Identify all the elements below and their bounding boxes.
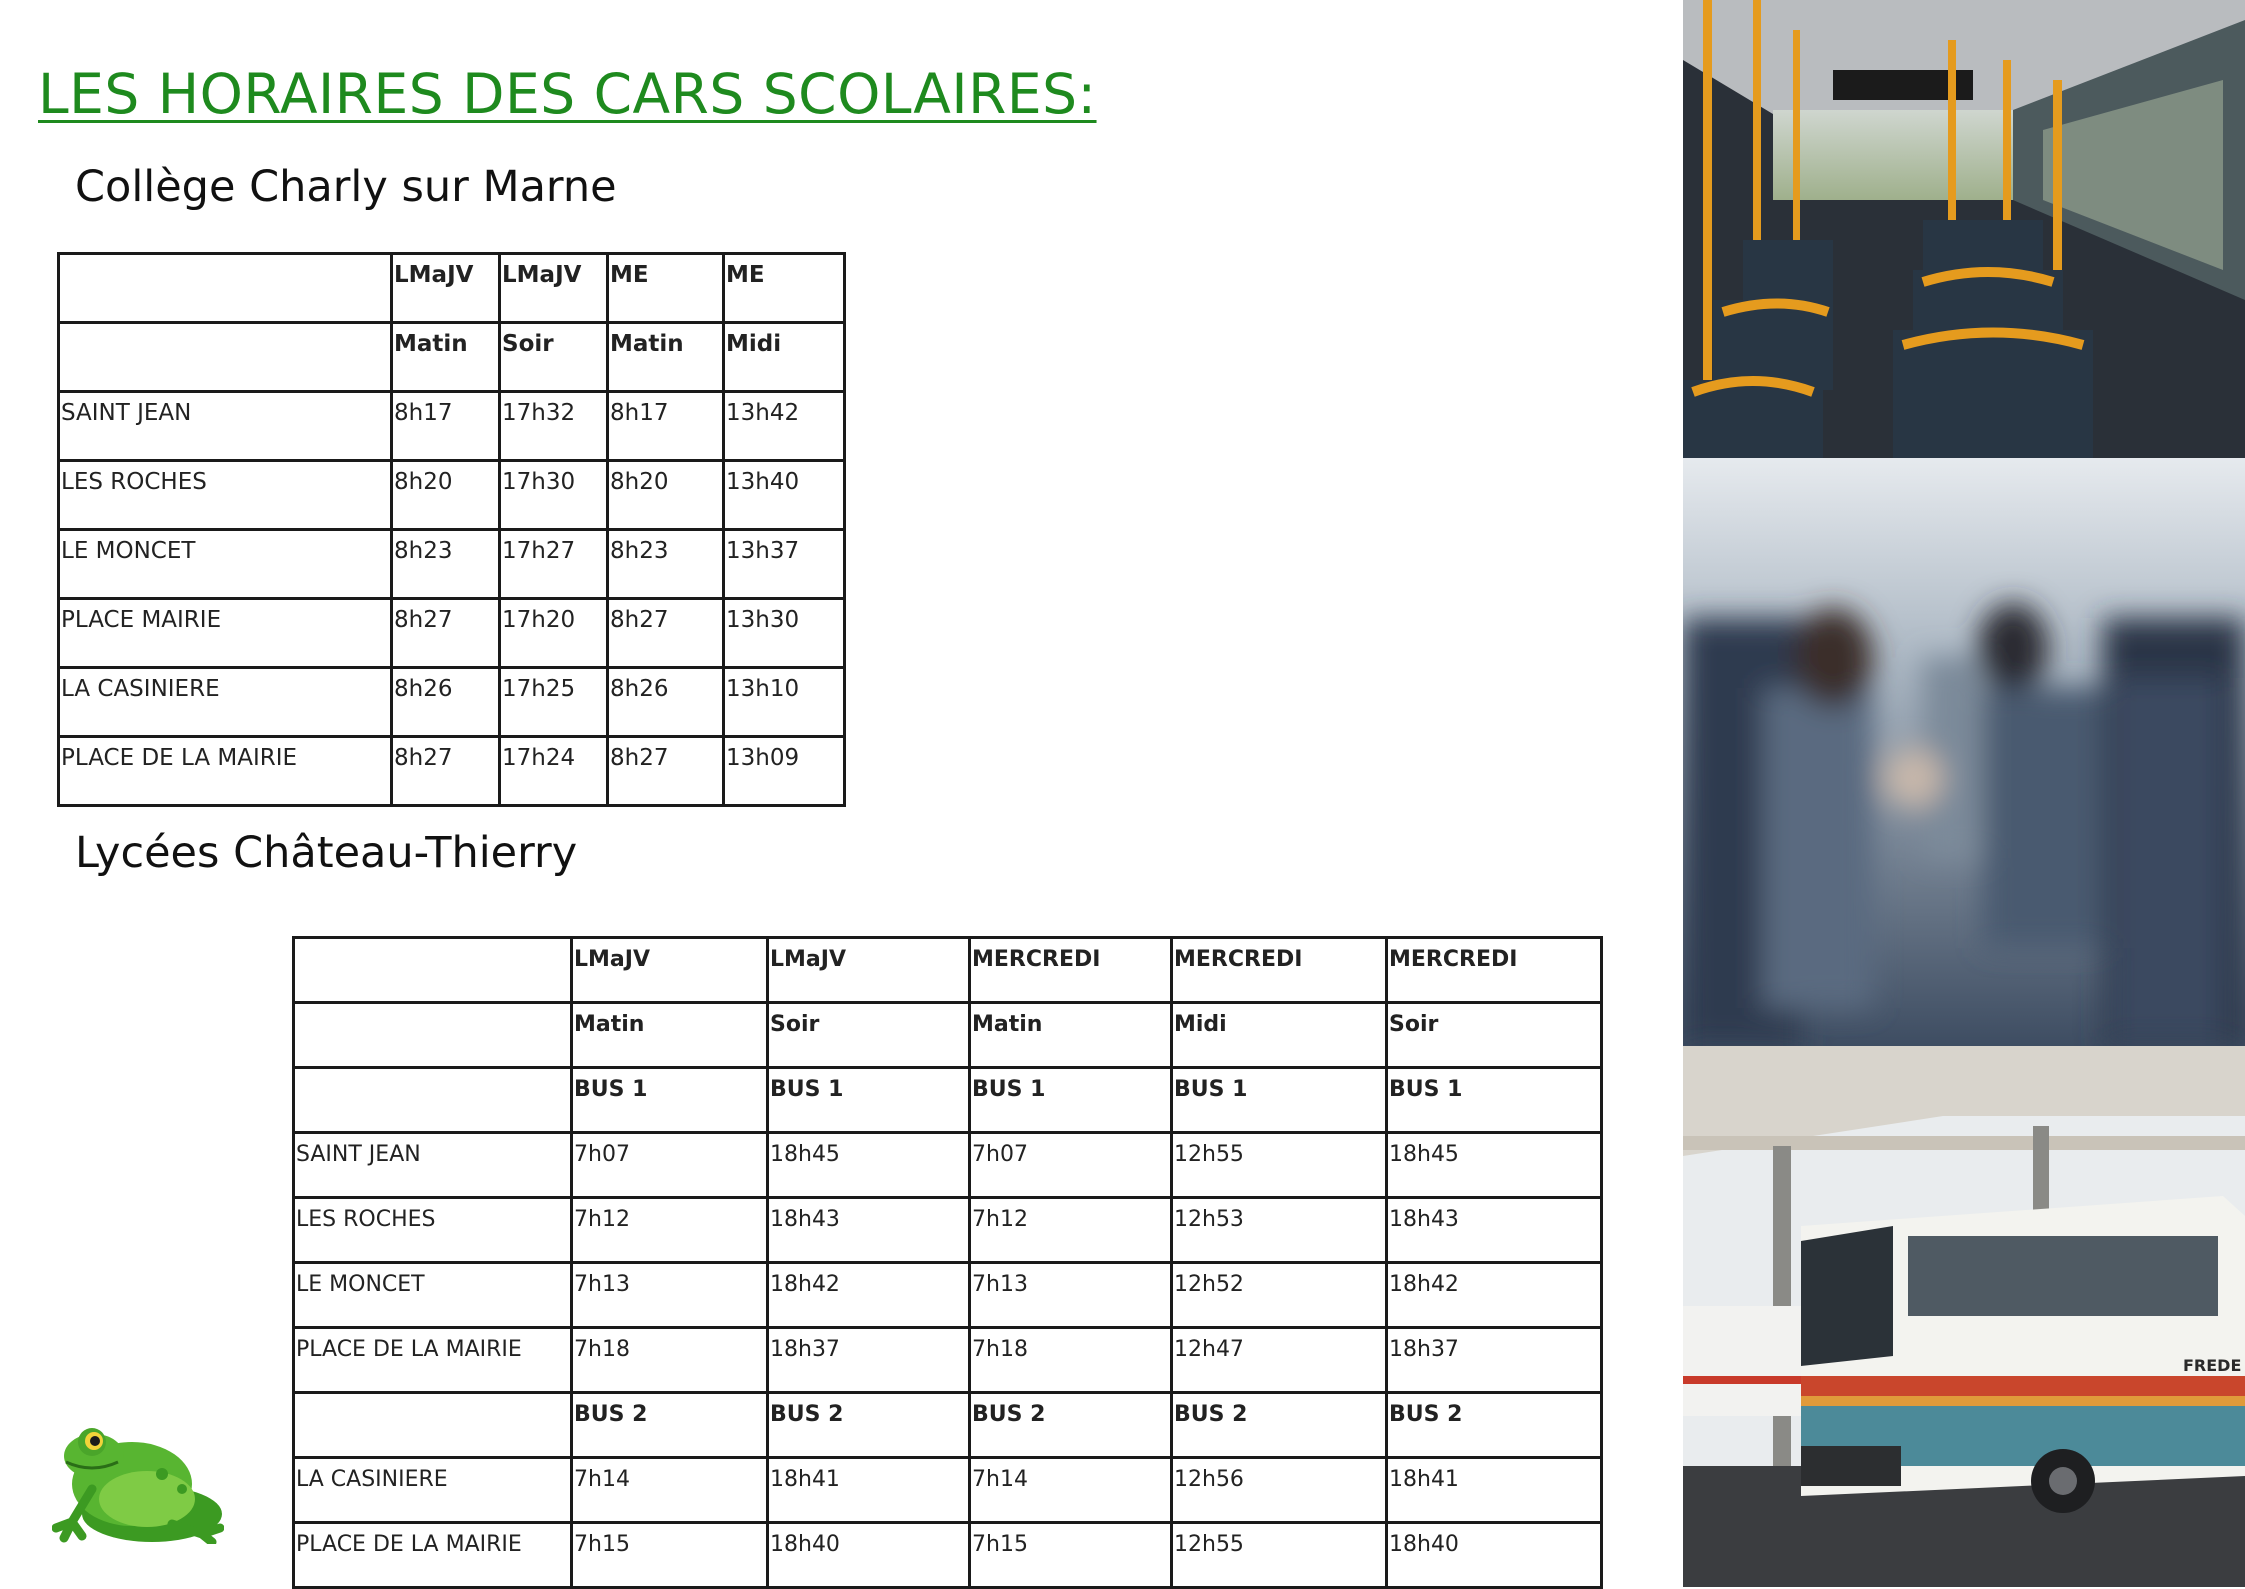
table-header-row (59, 323, 845, 392)
time-cell: 18h37 (1387, 1328, 1602, 1393)
stop-name-cell: SAINT JEAN (59, 392, 392, 461)
time-cell: 8h17 (608, 392, 724, 461)
bus-station-photo (1683, 1046, 2245, 1587)
time-cell: 18h45 (1387, 1133, 1602, 1198)
time-cell: 17h32 (500, 392, 608, 461)
time-cell: 18h40 (768, 1523, 970, 1588)
time-cell: 13h37 (724, 530, 845, 599)
time-cell: 8h27 (608, 737, 724, 806)
time-cell: 8h27 (392, 599, 500, 668)
table-cell: LMaJV (500, 254, 608, 323)
time-cell: 8h27 (608, 599, 724, 668)
time-cell: 8h27 (392, 737, 500, 806)
table-row (59, 737, 845, 806)
bus-label-cell: BUS 1 (970, 1068, 1172, 1133)
time-cell: 7h12 (572, 1198, 768, 1263)
lycee-heading: Lycées Château-Thierry (75, 828, 578, 878)
stop-name-cell: PLACE DE LA MAIRIE (294, 1523, 572, 1588)
table-cell: LMaJV (392, 254, 500, 323)
time-cell: 18h45 (768, 1133, 970, 1198)
time-cell: 17h24 (500, 737, 608, 806)
time-cell: 13h30 (724, 599, 845, 668)
stop-name-cell: PLACE MAIRIE (59, 599, 392, 668)
table-cell (294, 1068, 572, 1133)
bus-1-row (294, 1068, 1602, 1133)
bus-label-cell: BUS 2 (572, 1393, 768, 1458)
time-cell: 7h14 (572, 1458, 768, 1523)
bus-label-cell: BUS 2 (768, 1393, 970, 1458)
bus-label-cell: BUS 2 (970, 1393, 1172, 1458)
bus-label-cell: BUS 2 (1172, 1393, 1387, 1458)
stop-name-cell: SAINT JEAN (294, 1133, 572, 1198)
time-cell: 7h15 (970, 1523, 1172, 1588)
table-cell (59, 254, 392, 323)
time-cell: 18h41 (768, 1458, 970, 1523)
time-cell: 12h47 (1172, 1328, 1387, 1393)
lycee-schedule-table (292, 936, 1603, 1589)
table-cell: Matin (608, 323, 724, 392)
stop-name-cell: LES ROCHES (294, 1198, 572, 1263)
time-cell: 18h40 (1387, 1523, 1602, 1588)
time-cell: 8h26 (392, 668, 500, 737)
time-cell: 8h17 (392, 392, 500, 461)
table-cell: MERCREDI (970, 938, 1172, 1003)
college-schedule-table (57, 252, 846, 807)
time-cell: 8h26 (608, 668, 724, 737)
time-cell: 18h41 (1387, 1458, 1602, 1523)
time-cell: 13h09 (724, 737, 845, 806)
table-cell: Matin (970, 1003, 1172, 1068)
time-cell: 7h18 (970, 1328, 1172, 1393)
table-cell: Soir (1387, 1003, 1602, 1068)
table-cell: ME (724, 254, 845, 323)
time-cell: 13h40 (724, 461, 845, 530)
time-cell: 8h20 (608, 461, 724, 530)
time-cell: 12h56 (1172, 1458, 1387, 1523)
table-cell (294, 1003, 572, 1068)
table-cell: Soir (500, 323, 608, 392)
time-cell: 7h13 (970, 1263, 1172, 1328)
table-cell: Midi (724, 323, 845, 392)
table-row (59, 392, 845, 461)
table-row (59, 599, 845, 668)
time-cell: 8h23 (392, 530, 500, 599)
bus-label-cell: BUS 1 (768, 1068, 970, 1133)
time-cell: 18h37 (768, 1328, 970, 1393)
time-cell: 18h42 (768, 1263, 970, 1328)
stop-name-cell: LA CASINIERE (294, 1458, 572, 1523)
table-row (294, 1328, 1602, 1393)
bus-2-row (294, 1393, 1602, 1458)
time-cell: 12h52 (1172, 1263, 1387, 1328)
table-cell (59, 323, 392, 392)
bus-label-cell: BUS 1 (572, 1068, 768, 1133)
time-cell: 8h20 (392, 461, 500, 530)
table-header-row (59, 254, 845, 323)
time-cell: 17h20 (500, 599, 608, 668)
table-cell: Matin (392, 323, 500, 392)
table-row (59, 530, 845, 599)
time-cell: 17h25 (500, 668, 608, 737)
bus-interior-photo (1683, 0, 2245, 458)
table-row (294, 1523, 1602, 1588)
time-cell: 18h42 (1387, 1263, 1602, 1328)
stop-name-cell: LE MONCET (294, 1263, 572, 1328)
time-cell: 17h27 (500, 530, 608, 599)
table-row (294, 1133, 1602, 1198)
time-cell: 18h43 (768, 1198, 970, 1263)
time-cell: 18h43 (1387, 1198, 1602, 1263)
table-cell: Midi (1172, 1003, 1387, 1068)
table-cell: MERCREDI (1172, 938, 1387, 1003)
time-cell: 12h55 (1172, 1523, 1387, 1588)
table-cell: ME (608, 254, 724, 323)
table-row (59, 461, 845, 530)
stop-name-cell: PLACE DE LA MAIRIE (59, 737, 392, 806)
table-cell: MERCREDI (1387, 938, 1602, 1003)
stop-name-cell: PLACE DE LA MAIRIE (294, 1328, 572, 1393)
time-cell: 7h18 (572, 1328, 768, 1393)
table-header-row (294, 938, 1602, 1003)
bus-label-cell: BUS 1 (1172, 1068, 1387, 1133)
table-cell: LMaJV (768, 938, 970, 1003)
page-title: LES HORAIRES DES CARS SCOLAIRES: (38, 62, 1097, 126)
table-cell: Soir (768, 1003, 970, 1068)
bus-label-cell: BUS 2 (1387, 1393, 1602, 1458)
time-cell: 7h13 (572, 1263, 768, 1328)
time-cell: 7h14 (970, 1458, 1172, 1523)
stop-name-cell: LE MONCET (59, 530, 392, 599)
table-header-row (294, 1003, 1602, 1068)
time-cell: 17h30 (500, 461, 608, 530)
time-cell: 7h15 (572, 1523, 768, 1588)
frog-icon (52, 1404, 224, 1544)
table-cell: LMaJV (572, 938, 768, 1003)
table-cell (294, 1393, 572, 1458)
bus-aisle-photo (1683, 458, 2245, 1046)
bus-label-cell: BUS 1 (1387, 1068, 1602, 1133)
time-cell: 12h55 (1172, 1133, 1387, 1198)
time-cell: 13h42 (724, 392, 845, 461)
stop-name-cell: LA CASINIERE (59, 668, 392, 737)
table-row (294, 1198, 1602, 1263)
table-row (294, 1263, 1602, 1328)
stop-name-cell: LES ROCHES (59, 461, 392, 530)
table-cell: Matin (572, 1003, 768, 1068)
college-heading: Collège Charly sur Marne (75, 162, 617, 212)
time-cell: 12h53 (1172, 1198, 1387, 1263)
time-cell: 7h07 (572, 1133, 768, 1198)
table-cell (294, 938, 572, 1003)
table-row (294, 1458, 1602, 1523)
time-cell: 7h07 (970, 1133, 1172, 1198)
time-cell: 8h23 (608, 530, 724, 599)
time-cell: 13h10 (724, 668, 845, 737)
bus-side-text: FREDE (2183, 1356, 2242, 1375)
table-row (59, 668, 845, 737)
time-cell: 7h12 (970, 1198, 1172, 1263)
